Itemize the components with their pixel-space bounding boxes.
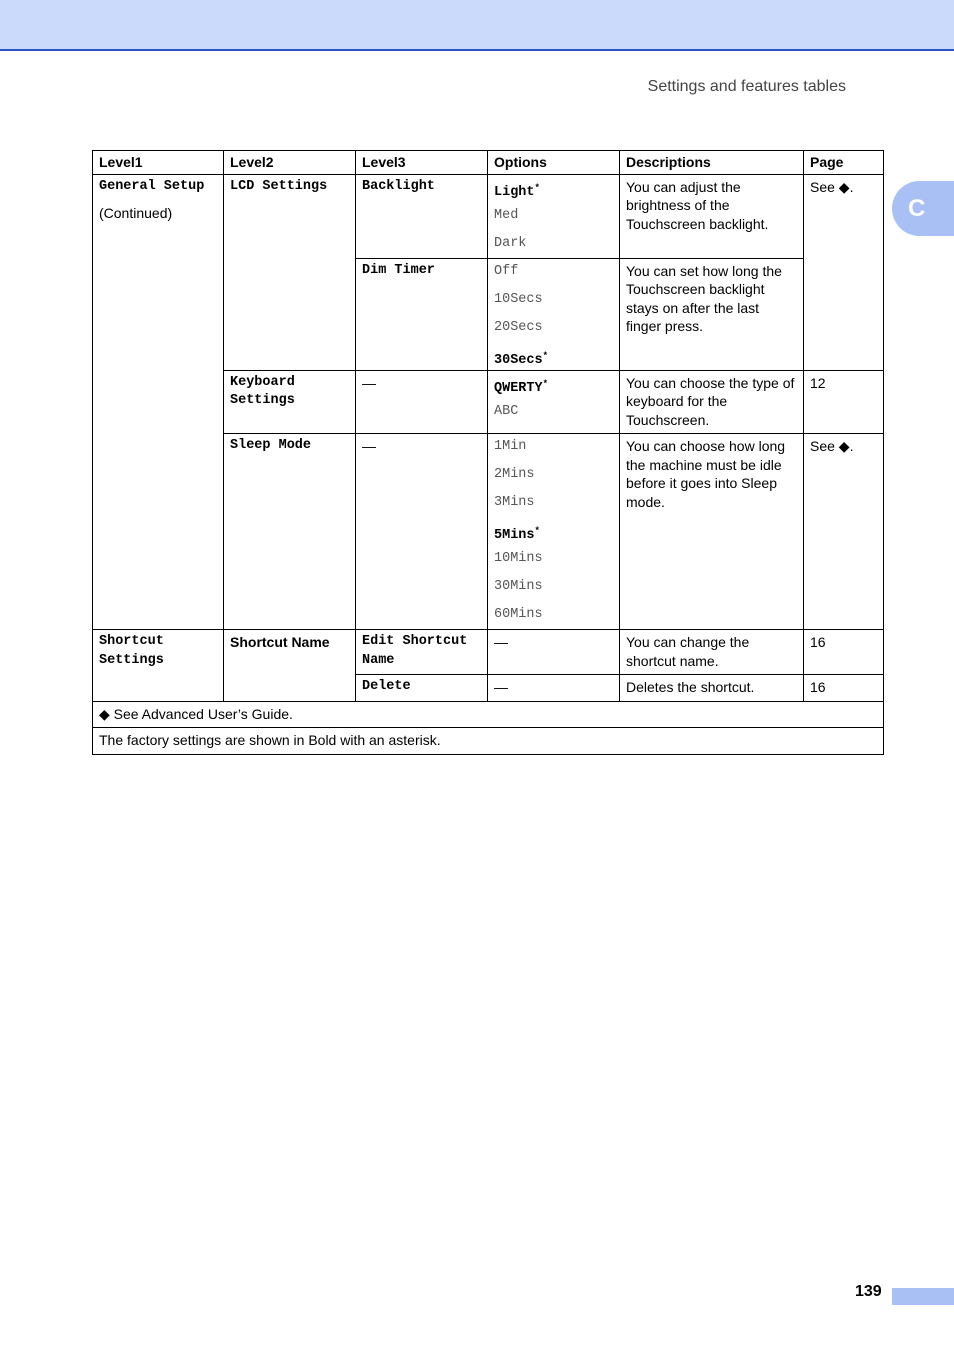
options-sleep — [488, 434, 620, 630]
running-head: Settings and features tables — [647, 78, 846, 95]
top-color-band — [0, 0, 954, 51]
footnote-advanced-guide: ◆ See Advanced User’s Guide. — [93, 701, 884, 728]
option-item: 5Mins* — [494, 526, 540, 543]
description-edit-shortcut: You can change the shortcut name. — [620, 630, 804, 675]
level1-shortcut-settings: Shortcut Settings — [93, 630, 224, 702]
option-item: 2Mins — [494, 467, 535, 482]
page-keyboard: 12 — [804, 370, 884, 434]
options-edit-shortcut: — — [488, 630, 620, 675]
option-item: 30Mins — [494, 579, 543, 594]
option-item: 20Secs — [494, 319, 543, 335]
page-delete: 16 — [804, 675, 884, 702]
option-item: Light* — [494, 182, 540, 200]
chapter-tab: C — [892, 181, 954, 236]
table-row — [93, 630, 884, 675]
level3-dash: — — [356, 370, 488, 434]
footnote-factory-settings: The factory settings are shown in Bold with an asterisk. — [93, 728, 884, 755]
level2-sleep-mode: Sleep Mode — [224, 434, 356, 630]
level2-shortcut-name: Shortcut Name — [224, 630, 356, 702]
options-backlight — [488, 174, 620, 258]
level3-delete: Delete — [356, 675, 488, 702]
table-row — [93, 174, 884, 258]
level2-lcd-settings: LCD Settings — [224, 174, 356, 370]
option-item: 10Secs — [494, 291, 543, 307]
option-item: 60Mins — [494, 607, 543, 622]
options-dim-timer — [488, 258, 620, 370]
option-item: Off — [494, 263, 519, 279]
page-edit-shortcut: 16 — [804, 630, 884, 675]
options-keyboard — [488, 370, 620, 434]
level1-general-setup: General Setup — [99, 178, 205, 194]
options-delete: — — [488, 675, 620, 702]
page-sleep: See ◆. — [804, 434, 884, 630]
col-header-page: Page — [804, 151, 884, 175]
page-lcd: See ◆. — [804, 174, 884, 370]
description-backlight: You can adjust the brightness of the Touchscreen backlight. — [620, 174, 804, 258]
level2-keyboard-settings: Keyboard Settings — [224, 370, 356, 434]
col-header-level3: Level3 — [356, 151, 488, 175]
option-item: Med — [494, 207, 519, 223]
option-item: 3Mins — [494, 495, 535, 510]
level3-dim-timer: Dim Timer — [356, 258, 488, 370]
description-dim-timer: You can set how long the Touchscreen backlight stays on after the last finger press. — [620, 258, 804, 370]
col-header-options: Options — [488, 151, 620, 175]
settings-table — [92, 150, 884, 755]
bottom-color-band — [892, 1288, 954, 1305]
footnote-row — [93, 728, 884, 755]
table-header-row — [93, 151, 884, 175]
col-header-level1: Level1 — [93, 151, 224, 175]
level3-dash: — — [356, 434, 488, 630]
level3-edit-shortcut-name: Edit Shortcut Name — [356, 630, 488, 675]
option-item: 30Secs* — [494, 350, 549, 368]
page-number: 139 — [855, 1283, 882, 1300]
level1-general-setup-cell — [93, 174, 224, 630]
option-item: ABC — [494, 403, 519, 419]
description-sleep: You can choose how long the machine must be idle before it goes into Sleep mode. — [620, 434, 804, 630]
footnote-row — [93, 701, 884, 728]
col-header-level2: Level2 — [224, 151, 356, 175]
option-item: 10Mins — [494, 551, 543, 566]
option-item: 1Min — [494, 439, 527, 454]
description-keyboard: You can choose the type of keyboard for the Touchscreen. — [620, 370, 804, 434]
option-item: Dark — [494, 235, 527, 251]
description-delete: Deletes the shortcut. — [620, 675, 804, 702]
continued-note: (Continued) — [99, 205, 173, 221]
option-item: QWERTY* — [494, 378, 549, 396]
level3-backlight: Backlight — [356, 174, 488, 258]
col-header-descriptions: Descriptions — [620, 151, 804, 175]
